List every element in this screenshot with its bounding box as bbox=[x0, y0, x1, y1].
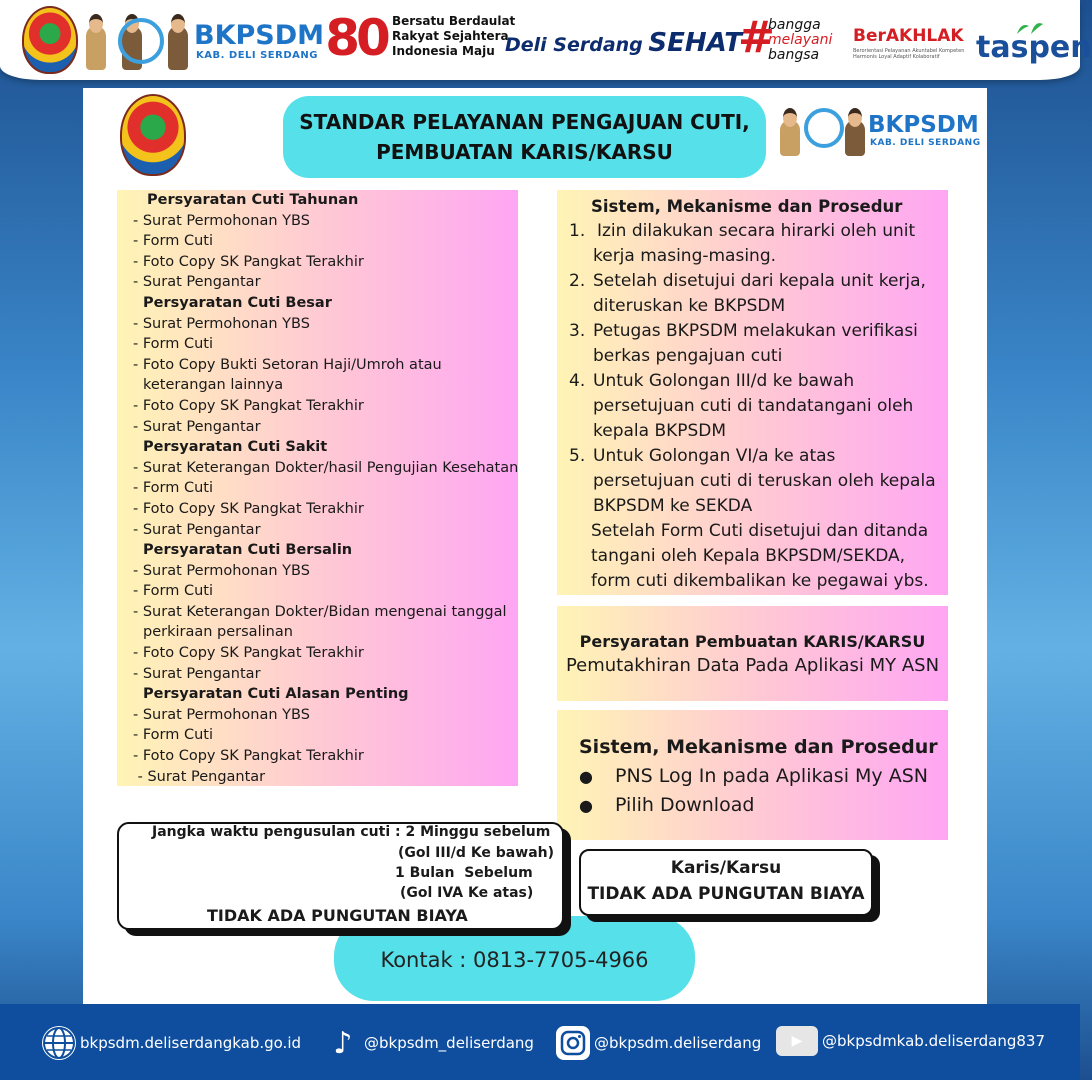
bullet-icon: ● bbox=[579, 767, 593, 786]
karis-requirements-title: Persyaratan Pembuatan KARIS/KARSU bbox=[579, 632, 926, 651]
list-item: - Surat Pengantar bbox=[133, 521, 261, 538]
karis-procedure-title: Sistem, Mekanisme dan Prosedur bbox=[579, 736, 938, 758]
karis-requirements-value: Pemutakhiran Data Pada Aplikasi MY ASN bbox=[565, 655, 940, 676]
list-item: - Form Cuti bbox=[133, 480, 214, 497]
bkpsdm-mascot-2-icon bbox=[164, 14, 194, 70]
handshake-logo-icon bbox=[804, 108, 844, 148]
list-item-continuation: keterangan lainnya bbox=[143, 377, 284, 394]
youtube-icon: ▶ bbox=[776, 1026, 818, 1056]
globe-icon bbox=[42, 1026, 76, 1060]
procedure-step: 3. Petugas BKPSDM melakukan verifikasi berkas pengajuan cuti bbox=[569, 321, 918, 366]
karis-fee-value: TIDAK ADA PUNGUTAN BIAYA bbox=[587, 884, 865, 904]
list-item: - Form Cuti bbox=[133, 727, 214, 744]
tiktok-handle[interactable]: @bkpsdm_deliserdang bbox=[364, 1034, 534, 1052]
req-title-alasan-penting: Persyaratan Cuti Alasan Penting bbox=[143, 686, 409, 703]
deadline-line: (Gol III/d Ke bawah) bbox=[398, 845, 555, 861]
bkpsdm-logo-text: BKPSDM bbox=[868, 112, 979, 138]
bkpsdm-logo-sub: KAB. DELI SERDANG bbox=[870, 138, 981, 148]
req-title-sakit: Persyaratan Cuti Sakit bbox=[143, 439, 328, 456]
list-item: - Surat Keterangan Dokter/Bidan mengenai tanggal bbox=[133, 603, 507, 620]
list-item: - Form Cuti bbox=[133, 336, 214, 353]
list-item: ● PNS Log In pada Aplikasi My ASN bbox=[579, 762, 948, 791]
req-title-bersalin: Persyaratan Cuti Bersalin bbox=[143, 542, 353, 559]
website-link[interactable]: bkpsdm.deliserdangkab.go.id bbox=[80, 1034, 302, 1052]
procedure-step: 5. Untuk Golongan VI/a ke atas persetujuan cuti di teruskan oleh kepala BKPSDM ke SEKDA bbox=[569, 446, 936, 516]
youtube-handle[interactable]: @bkpsdmkab.deliserdang837 bbox=[822, 1032, 1045, 1050]
list-item: - Foto Copy Bukti Setoran Haji/Umroh atau bbox=[133, 356, 442, 373]
list-item: - Form Cuti bbox=[133, 233, 214, 250]
bullet-icon: ● bbox=[579, 796, 593, 815]
instagram-icon bbox=[556, 1026, 590, 1060]
procedure-step: 1. Izin dilakukan secara hirarki oleh unit kerja masing-masing. bbox=[569, 221, 916, 266]
karis-fee-title: Karis/Karsu bbox=[670, 858, 782, 878]
footer-website[interactable] bbox=[42, 1026, 301, 1060]
no-fee-notice: TIDAK ADA PUNGUTAN BIAYA bbox=[207, 906, 468, 925]
bkpsdm-mascot-icon bbox=[776, 108, 806, 156]
bkpsdm-logo-sub: KAB. DELI SERDANG bbox=[196, 50, 318, 61]
deadline-line: Jangka waktu pengusulan cuti : 2 Minggu sebelum bbox=[152, 824, 551, 840]
req-title-besar: Persyaratan Cuti Besar bbox=[143, 294, 332, 311]
footer-social-bar bbox=[0, 1004, 1080, 1080]
instagram-handle[interactable]: @bkpsdm.deliserdang bbox=[594, 1034, 762, 1052]
list-item: - Foto Copy SK Pangkat Terakhir bbox=[133, 645, 364, 662]
footer-instagram[interactable] bbox=[556, 1026, 761, 1060]
karis-requirements-box bbox=[557, 606, 948, 701]
deadline-box bbox=[117, 822, 564, 930]
deadline-line: (Gol IVA Ke atas) bbox=[400, 885, 534, 901]
bkpsdm-logo-text: BKPSDM bbox=[194, 20, 325, 51]
contact-info: Kontak : 0813-7705-4966 bbox=[334, 916, 695, 1001]
deadline-line: 1 Bulan Sebelum bbox=[395, 865, 533, 881]
deli-serdang-emblem-icon bbox=[120, 94, 186, 176]
handshake-logo-icon bbox=[118, 18, 164, 64]
footer-tiktok[interactable] bbox=[326, 1026, 534, 1060]
procedure-step: 4. Untuk Golongan III/d ke bawah persetujuan cuti di tandatangani oleh kepala BKPSDM bbox=[569, 371, 914, 441]
deli-serdang-emblem-icon bbox=[22, 6, 78, 74]
list-item: - Surat Keterangan Dokter/hasil Pengujian Kesehatan bbox=[133, 459, 519, 476]
list-item: - Surat Permohonan YBS bbox=[133, 315, 310, 332]
leave-requirements-box bbox=[117, 190, 518, 786]
deli-serdang-sehat-logo: Deli Serdang SEHAT bbox=[505, 28, 742, 58]
tiktok-icon: ♪ bbox=[333, 1025, 353, 1061]
list-item: - Foto Copy SK Pangkat Terakhir bbox=[133, 397, 364, 414]
anniversary-80-logo: 80 bbox=[325, 9, 387, 67]
list-item: - Surat Pengantar bbox=[133, 274, 261, 291]
list-item: - Surat Pengantar bbox=[133, 768, 266, 785]
karis-fee-box bbox=[579, 849, 873, 916]
leave-procedure-box bbox=[557, 190, 948, 595]
list-item: - Surat Permohonan YBS bbox=[133, 562, 310, 579]
page-title: STANDAR PELAYANAN PENGAJUAN CUTI, PEMBUATAN KARIS/KARSU bbox=[283, 96, 766, 178]
taspen-logo: taspen bbox=[976, 30, 1092, 65]
req-title-tahunan: Persyaratan Cuti Tahunan bbox=[147, 192, 359, 208]
list-item: - Form Cuti bbox=[133, 583, 214, 600]
procedure-step: 2. Setelah disetujui dari kepala unit kerja, diteruskan ke BKPSDM bbox=[569, 271, 926, 316]
list-item: - Surat Permohonan YBS bbox=[133, 212, 310, 229]
bkpsdm-mascot-2-icon bbox=[842, 108, 868, 156]
list-item: - Foto Copy SK Pangkat Terakhir bbox=[133, 748, 364, 765]
list-item: ● Pilih Download bbox=[579, 791, 948, 820]
karis-procedure-box bbox=[557, 710, 948, 840]
list-item: - Surat Pengantar bbox=[133, 665, 261, 682]
list-item: - Surat Permohonan YBS bbox=[133, 706, 310, 723]
header-logo-bar: BKPSDM KAB. DELI SERDANG 80 Bersatu Berdaulat Rakyat Sejahtera Indonesia Maju Deli Serdang SEHAT # bangga melayani bangsa BerAKHLAK Berorientasi Pelayanan Akuntabel Kompeten Harmonis Loyal Adaptif Kolaboratif taspen bbox=[0, 0, 1080, 80]
list-item: - Surat Pengantar bbox=[133, 418, 261, 435]
list-item-continuation: perkiraan persalinan bbox=[143, 624, 293, 641]
procedure-note: Setelah Form Cuti disetujui dan ditanda tangani oleh Kepala BKPSDM/SEKDA, form cuti dikembalikan ke pegawai ybs. bbox=[591, 521, 929, 591]
berakhlak-logo: BerAKHLAK bbox=[853, 26, 964, 46]
list-item: - Foto Copy SK Pangkat Terakhir bbox=[133, 253, 364, 270]
anniversary-tagline: Bersatu Berdaulat Rakyat Sejahtera Indonesia Maju bbox=[392, 14, 516, 58]
procedure-title: Sistem, Mekanisme dan Prosedur bbox=[591, 197, 903, 216]
list-item: - Foto Copy SK Pangkat Terakhir bbox=[133, 500, 364, 517]
footer-youtube[interactable] bbox=[776, 1026, 1045, 1056]
berakhlak-subtitle: Berorientasi Pelayanan Akuntabel Kompeten Harmonis Loyal Adaptif Kolaboratif bbox=[853, 48, 965, 60]
